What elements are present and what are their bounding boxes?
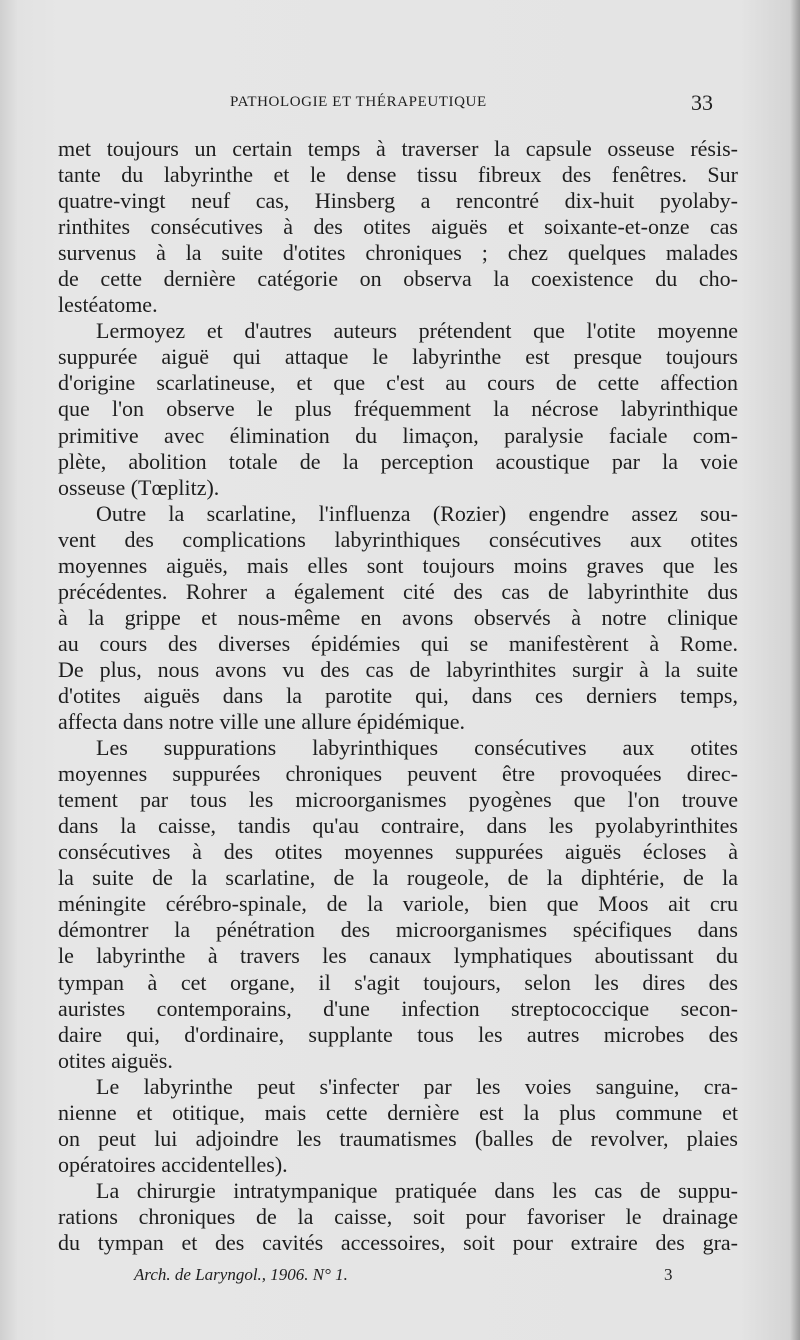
text-line: tympan à cet organe, il s'agit toujours, selon les dires des: [58, 969, 738, 995]
text-line: le labyrinthe à travers les canaux lymphatiques aboutissant du: [58, 943, 738, 969]
text-line: daire qui, d'ordinaire, supplante tous les autres microbes des: [58, 1021, 738, 1047]
text-line: dans la caisse, tandis qu'au contraire, dans les pyolabyrinthites: [58, 813, 738, 839]
text-line: affecta dans notre ville une allure épidémique.: [58, 709, 466, 735]
paragraph-start-line: Lermoyez et d'autres auteurs prétendent que l'otite moyenne: [96, 318, 738, 344]
text-line: démontrer la pénétration des microorganismes spécifiques dans: [58, 917, 738, 943]
text-line: d'origine scarlatineuse, et que c'est au cours de cette affection: [58, 370, 738, 396]
text-line: quatre-vingt neuf cas, Hinsberg a rencontré dix-huit pyolaby-: [58, 188, 738, 214]
text-line: nienne et otitique, mais cette dernière est la plus commune et: [58, 1099, 738, 1125]
page-edge-shadow: [790, 0, 800, 1340]
text-line: osseuse (Tœplitz).: [58, 474, 220, 500]
text-line: du tympan et des cavités accessoires, soit pour extraire des gra-: [58, 1229, 738, 1255]
text-line: moyennes aiguës, mais elles sont toujours moins graves que les: [58, 552, 738, 578]
text-line: De plus, nous avons vu des cas de labyrinthites surgir à la suite: [58, 656, 738, 682]
text-line: opératoires accidentelles).: [58, 1151, 288, 1177]
text-line: lestéatome.: [58, 292, 158, 318]
text-line: plète, abolition totale de la perception acoustique par la voie: [58, 448, 738, 474]
text-line: de cette dernière catégorie on observa la coexistence du cho-: [58, 266, 738, 292]
footer-source: Arch. de Laryngol., 1906. N° 1.: [134, 1265, 348, 1284]
text-line: on peut lui adjoindre les traumatismes (balles de revolver, plaies: [58, 1125, 738, 1151]
paragraph-start-line: Le labyrinthe peut s'infecter par les voies sanguine, cra-: [96, 1073, 738, 1099]
text-line: d'otites aiguës dans la parotite qui, dans ces derniers temps,: [58, 682, 738, 708]
text-line: rinthites consécutives à des otites aiguës et soixante-et-onze cas: [58, 214, 738, 240]
text-line: otites aiguës.: [58, 1047, 173, 1073]
paragraph-start-line: La chirurgie intratympanique pratiquée dans les cas de suppu-: [96, 1177, 738, 1203]
text-line: suppurée aiguë qui attaque le labyrinthe est presque toujours: [58, 344, 738, 370]
text-line: auristes contemporains, d'une infection streptococcique secon-: [58, 995, 738, 1021]
text-line: la suite de la scarlatine, de la rougeole, de la diphtérie, de la: [58, 865, 738, 891]
page-number: 33: [691, 90, 713, 115]
text-line: que l'on observe le plus fréquemment la nécrose labyrinthique: [58, 396, 738, 422]
text-line: tement par tous les microorganismes pyogènes que l'on trouve: [58, 787, 738, 813]
text-line: vent des complications labyrinthiques consécutives aux otites: [58, 526, 738, 552]
text-line: rations chroniques de la caisse, soit pour favoriser le drainage: [58, 1203, 738, 1229]
footer: [134, 1265, 694, 1285]
text-line: primitive avec élimination du limaçon, paralysie faciale com-: [58, 422, 738, 448]
body-text: [58, 136, 738, 1256]
running-head: PATHOLOGIE ET THÉRAPEUTIQUE: [230, 94, 487, 110]
text-line: méningite cérébro-spinale, de la variole, bien que Moos ait cru: [58, 891, 738, 917]
text-line: met toujours un certain temps à traverser la capsule osseuse résis-: [58, 136, 738, 161]
text-line: consécutives à des otites moyennes suppurées aiguës écloses à: [58, 839, 738, 865]
paragraph-start-line: Les suppurations labyrinthiques consécutives aux otites: [96, 735, 738, 761]
text-line: à la grippe et nous-même en avons observés à notre clinique: [58, 604, 738, 630]
paragraph-start-line: Outre la scarlatine, l'influenza (Rozier) engendre assez sou-: [96, 500, 738, 526]
text-line: moyennes suppurées chroniques peuvent être provoquées direc-: [58, 761, 738, 787]
text-line: survenus à la suite d'otites chroniques ; chez quelques malades: [58, 240, 738, 266]
text-line: précédentes. Rohrer a également cité des cas de labyrinthite dus: [58, 578, 738, 604]
text-line: tante du labyrinthe et le dense tissu fibreux des fenêtres. Sur: [58, 162, 738, 188]
text-line: au cours des diverses épidémies qui se manifestèrent à Rome.: [58, 630, 738, 656]
signature-mark: 3: [664, 1265, 673, 1284]
